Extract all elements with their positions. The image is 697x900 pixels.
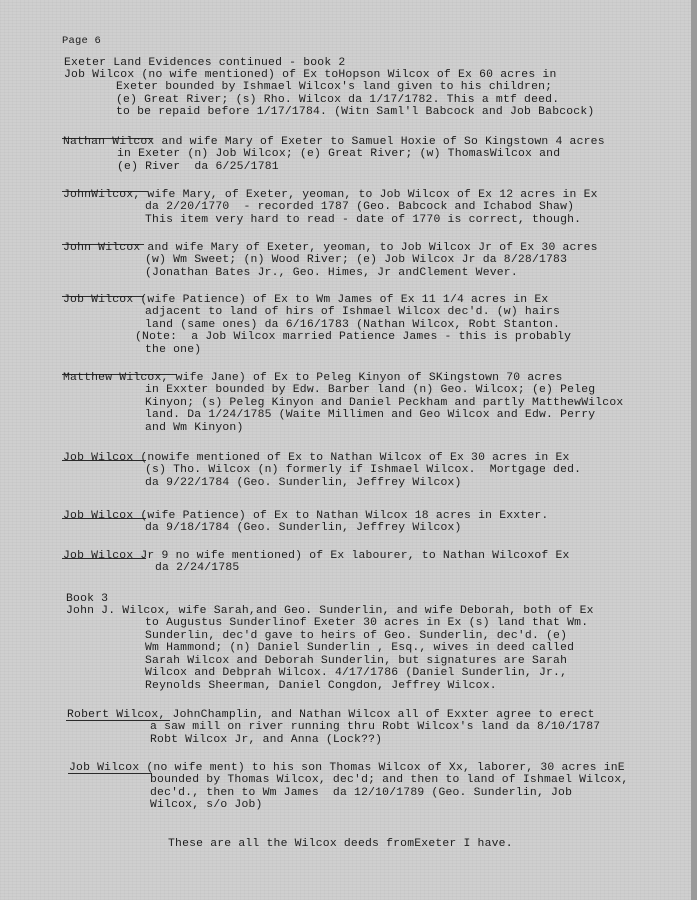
page-edge [691, 0, 697, 900]
entry-line: Job Wilcox (wife Patience) of Ex to Nathan Wilcox 18 acres in Exxter. [63, 510, 549, 522]
entry-line: Job Wilcox Jr 9 no wife mentioned) of Ex labourer, to Nathan Wilcoxof Ex [63, 550, 570, 562]
entry-line: da 9/22/1784 (Geo. Sunderlin, Jeffrey Wilcox) [145, 477, 462, 489]
entry-line: land. Da 1/24/1785 (Waite Millimen and Geo Wilcox and Edw. Perry [145, 409, 596, 421]
entry-line: Kinyon; (s) Peleg Kinyon and Daniel Peckham and partly MatthewWilcox [145, 397, 624, 409]
entry-line: Robt Wilcox Jr, and Anna (Lock??) [150, 734, 383, 746]
entry-line: JohnWilcox, wife Mary, of Exeter, yeoman, to Job Wilcox of Ex 12 acres in Ex [63, 189, 598, 201]
entry-line: Matthew Wilcox, wife Jane) of Ex to Peleg Kinyon of SKingstown 70 acres [63, 372, 563, 384]
entry-line: adjacent to land of hirs of Ishmael Wilcox dec'd. (w) hairs [145, 306, 561, 318]
entry-line: Job Wilcox (wife Patience) of Ex to Wm James of Ex 11 1/4 acres in Ex [63, 294, 549, 306]
entry-line: da 9/18/1784 (Geo. Sunderlin, Jeffrey Wilcox) [145, 522, 462, 534]
entry-line: to be repaid before 1/17/1784. (Witn Saml'l Babcock and Job Babcock) [116, 106, 595, 118]
entry-line: to Augustus Sunderlinof Exeter 30 acres in Ex (s) land that Wm. [145, 617, 589, 629]
entry-line: (w) Wm Sweet; (n) Wood River; (e) Job Wilcox Jr da 8/28/1783 [145, 254, 568, 266]
entry-line: the one) [145, 344, 202, 356]
entry-line: land (same ones) da 6/16/1783 (Nathan Wilcox, Robt Stanton. [145, 319, 561, 331]
entry-line: (s) Tho. Wilcox (n) formerly if Ishmael Wilcox. Mortgage ded. [145, 464, 582, 476]
entry-line: Wm Hammond; (n) Daniel Sunderlin , Esq., wives in deed called [145, 642, 575, 654]
entry-line: and Wm Kinyon) [145, 422, 244, 434]
entry-line: John J. Wilcox, wife Sarah,and Geo. Sunderlin, and wife Deborah, both of Ex [66, 605, 594, 617]
entry-line: a saw mill on river running thru Robt Wilcox's land da 8/10/1787 [150, 721, 601, 733]
entry-line: (Note: a Job Wilcox married Patience James - this is probably [135, 331, 572, 343]
entry-line: Job Wilcox (nowife mentioned of Ex to Nathan Wilcox of Ex 30 acres in Ex [63, 452, 570, 464]
entry-line: in Exxter bounded by Edw. Barber land (n) Geo. Wilcox; (e) Peleg [145, 384, 596, 396]
entry-line: in Exeter (n) Job Wilcox; (e) Great River; (w) ThomasWilcox and [117, 148, 561, 160]
entry-line: bounded by Thomas Wilcox, dec'd; and then to land of Ishmael Wilcox, [150, 774, 629, 786]
entry-line: Sarah Wilcox and Deborah Sunderlin, but signatures are Sarah [145, 655, 568, 667]
entry-line: (e) Great River; (s) Rho. Wilcox da 1/17/1782. This a mtf deed. [116, 94, 560, 106]
book-heading: Book 3 [66, 593, 109, 605]
entry-line: Job Wilcox (no wife ment) to his son Thomas Wilcox of Xx, laborer, 30 acres inE [69, 762, 625, 774]
entry-line: dec'd., then to Wm James da 12/10/1789 (Geo. Sunderlin, Job [150, 787, 573, 799]
entry-line: Job Wilcox (no wife mentioned) of Ex toHopson Wilcox of Ex 60 acres in [64, 69, 557, 81]
entry-line: Nathan Wilcox and wife Mary of Exeter to Samuel Hoxie of So Kingstown 4 acres [63, 136, 605, 148]
document-title: Exeter Land Evidences continued - book 2 [64, 57, 346, 69]
entry-line: da 2/24/1785 [155, 562, 240, 574]
closing-note: These are all the Wilcox deeds fromExeter I have. [168, 838, 513, 850]
entry-line: Wilcox and Debprah Wilcox. 4/17/1786 (Daniel Sunderlin, Jr., [145, 667, 568, 679]
entry-line: This item very hard to read - date of 1770 is correct, though. [145, 214, 582, 226]
entry-line: Exeter bounded by Ishmael Wilcox's land given to his children; [116, 81, 553, 93]
entry-line: (e) River da 6/25/1781 [117, 161, 279, 173]
entry-line: John Wilcox and wife Mary of Exeter, yeoman, to Job Wilcox Jr of Ex 30 acres [63, 242, 598, 254]
entry-line: da 2/20/1770 - recorded 1787 (Geo. Babcock and Ichabod Shaw) [145, 201, 575, 213]
entry-line: Reynolds Sheerman, Daniel Congdon, Jeffrey Wilcox. [145, 680, 497, 692]
entry-line: (Jonathan Bates Jr., Geo. Himes, Jr andClement Wever. [145, 267, 518, 279]
entry-line: Robert Wilcox, JohnChamplin, and Nathan Wilcox all of Exxter agree to erect [67, 709, 595, 721]
page-label: Page 6 [62, 35, 102, 47]
entry-line: Wilcox, s/o Job) [150, 799, 263, 811]
entry-line: Sunderlin, dec'd gave to heirs of Geo. Sunderlin, dec'd. (e) [145, 630, 568, 642]
